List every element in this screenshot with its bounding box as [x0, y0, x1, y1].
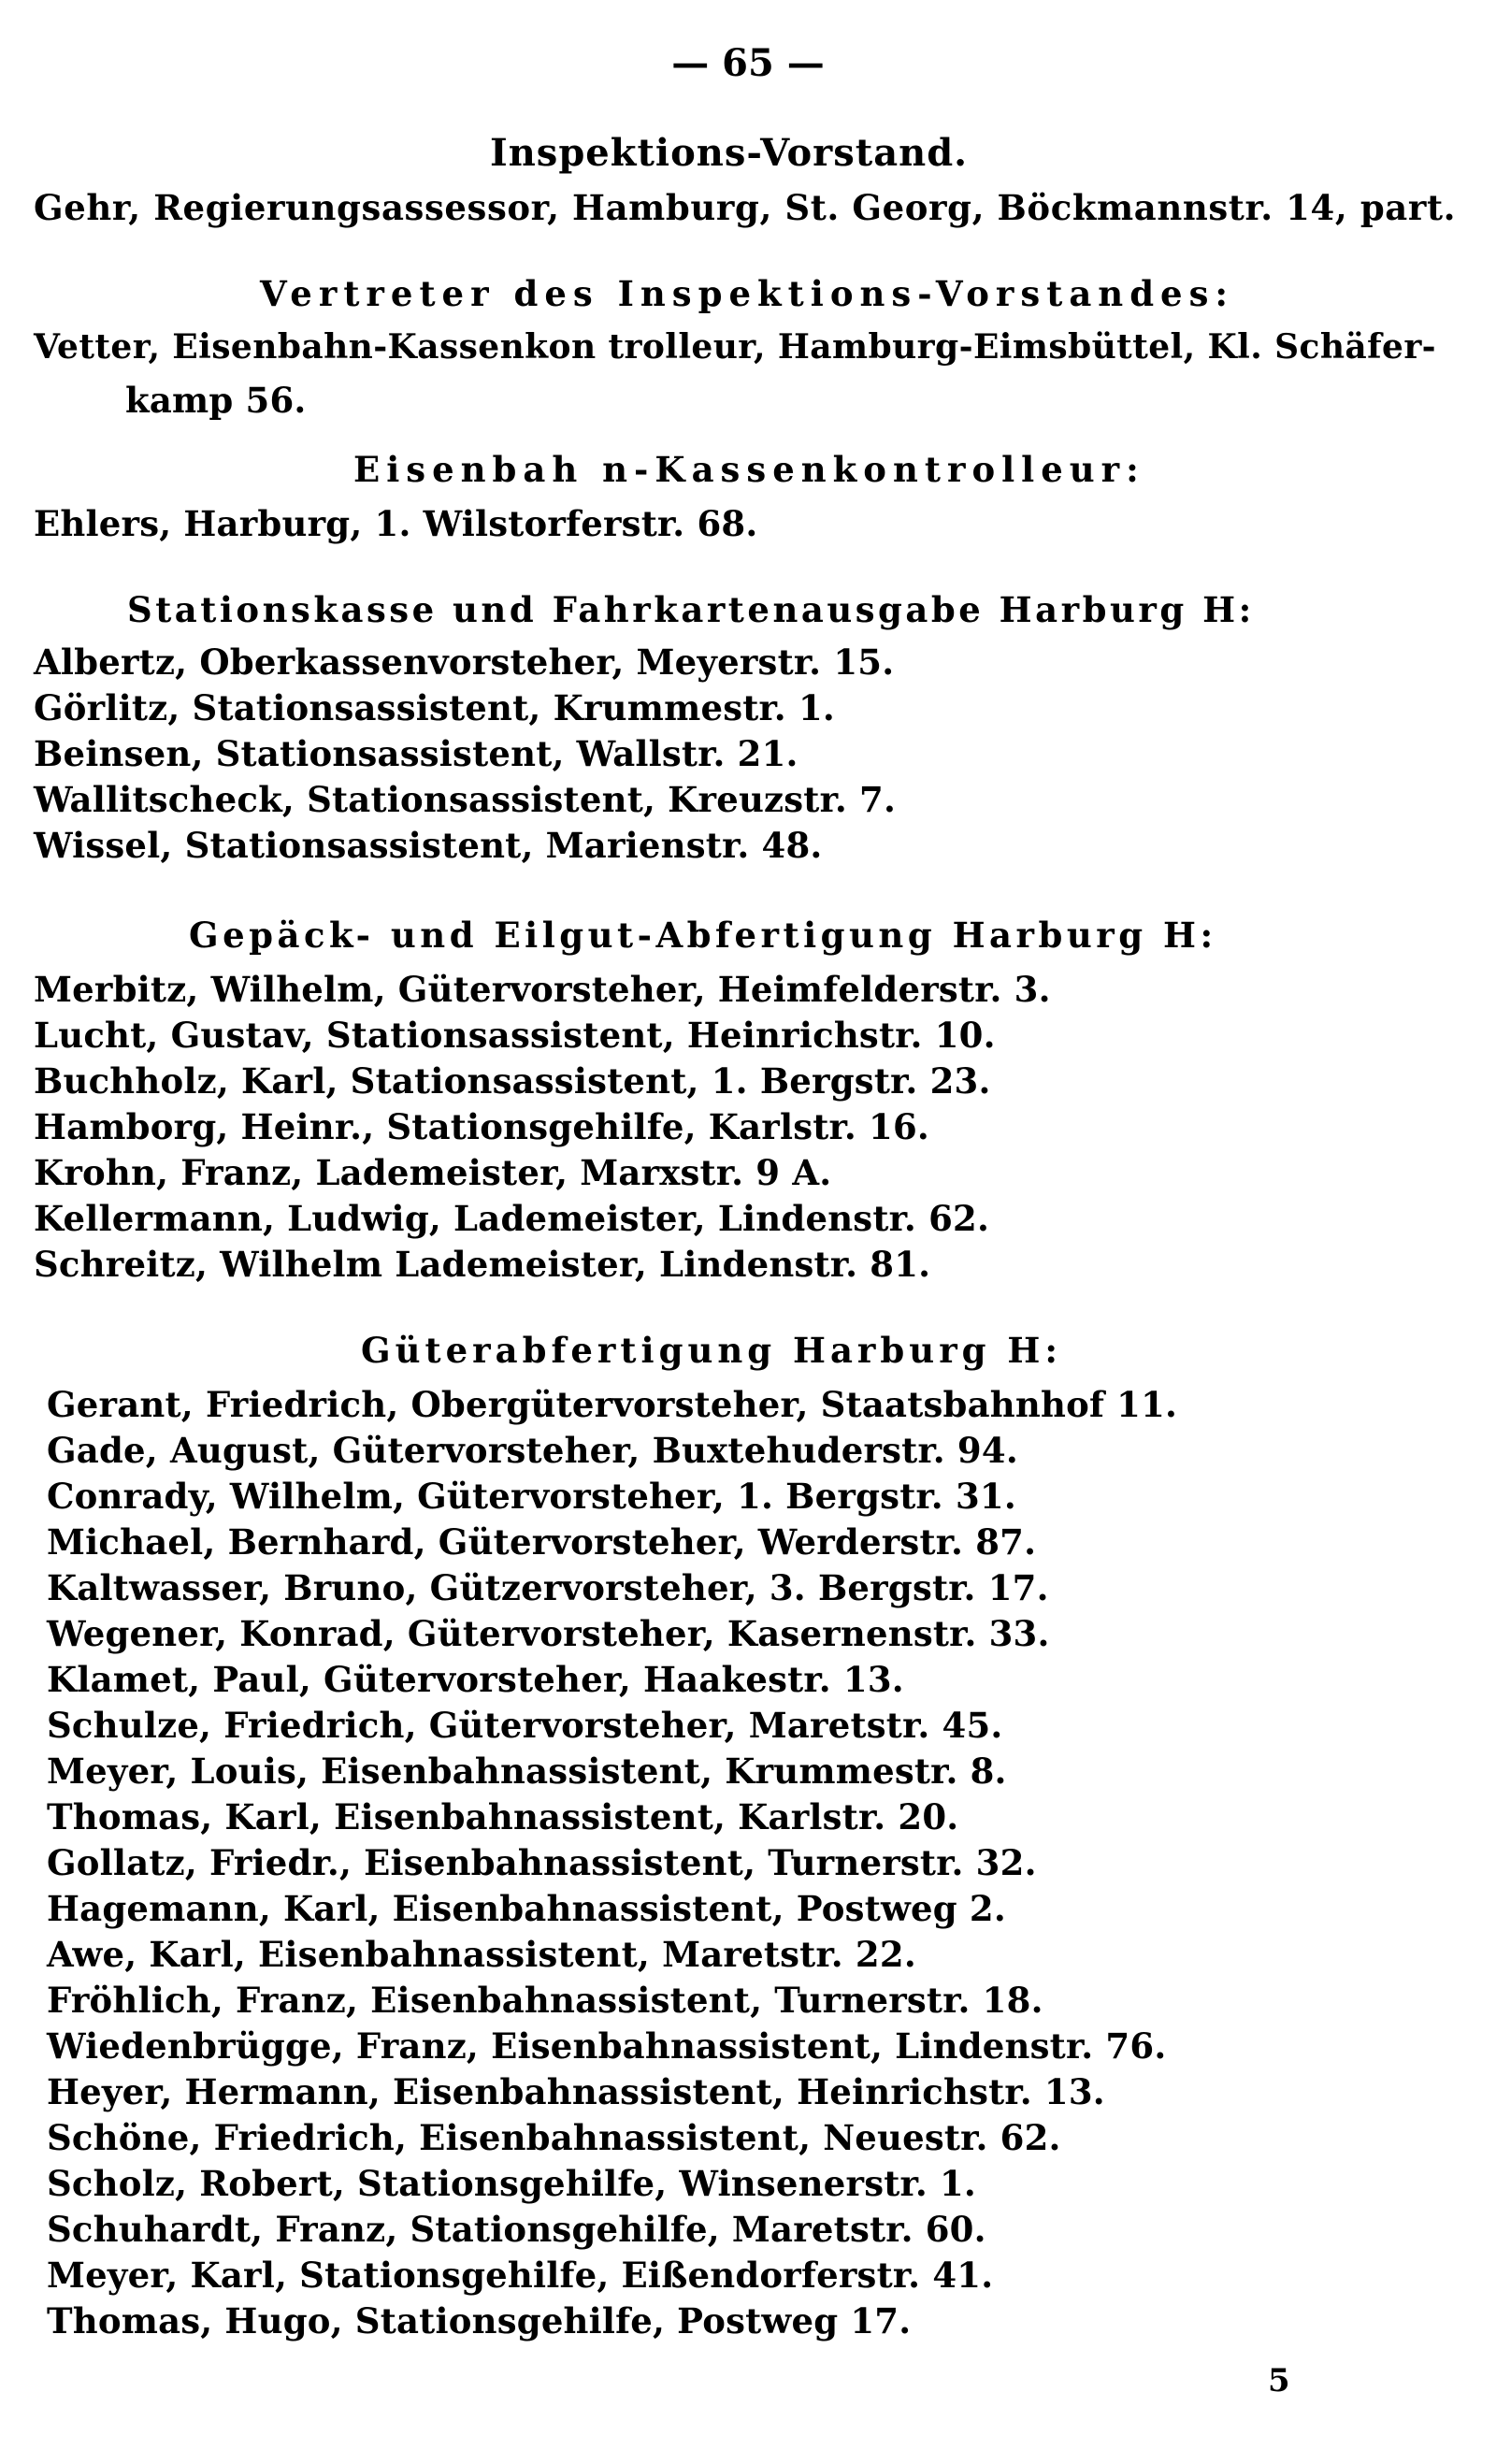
- text-line: Merbitz, Wilhelm, Gütervorsteher, Heimfelderstr. 3.: [34, 969, 1051, 1010]
- text-line: Michael, Bernhard, Gütervorsteher, Werderstr. 87.: [47, 1521, 1037, 1563]
- signature-mark: 5: [1268, 2362, 1290, 2399]
- text-line: Schulze, Friedrich, Gütervorsteher, Maretstr. 45.: [47, 1705, 1003, 1746]
- section-heading-gueterabfertigung: Güterabfertigung Harburg H:: [361, 1330, 1063, 1371]
- section-heading-stationskasse: Stationskasse und Fahrkartenausgabe Harburg H:: [127, 589, 1255, 630]
- text-line: Hamborg, Heinr., Stationsgehilfe, Karlstr. 16.: [34, 1106, 929, 1147]
- text-line: Thomas, Hugo, Stationsgehilfe, Postweg 17.: [47, 2300, 912, 2342]
- text-line: Krohn, Franz, Lademeister, Marxstr. 9 A.: [34, 1152, 832, 1193]
- section-heading-gepaeck: Gepäck- und Eilgut-Abfertigung Harburg H:: [189, 915, 1217, 956]
- text-line: Görlitz, Stationsassistent, Krummestr. 1.: [34, 687, 835, 728]
- text-line: Albertz, Oberkassenvorsteher, Meyerstr. 15.: [34, 641, 895, 683]
- text-line: Buchholz, Karl, Stationsassistent, 1. Bergstr. 23.: [34, 1060, 991, 1102]
- page-number: — 65 —: [671, 41, 825, 85]
- text-line: Scholz, Robert, Stationsgehilfe, Winsenerstr. 1.: [47, 2163, 977, 2204]
- text-line: Gollatz, Friedr., Eisenbahnassistent, Turnerstr. 32.: [47, 1842, 1037, 1883]
- text-line: Lucht, Gustav, Stationsassistent, Heinrichstr. 10.: [34, 1015, 996, 1056]
- text-line: Conrady, Wilhelm, Gütervorsteher, 1. Bergstr. 31.: [47, 1476, 1016, 1517]
- text-line: Schreitz, Wilhelm Lademeister, Lindenstr. 81.: [34, 1244, 931, 1285]
- text-line: Gade, August, Gütervorsteher, Buxtehuderstr. 94.: [47, 1430, 1018, 1471]
- text-line: Klamet, Paul, Gütervorsteher, Haakestr. 13.: [47, 1659, 904, 1700]
- text-line: Schuhardt, Franz, Stationsgehilfe, Maretstr. 60.: [47, 2209, 986, 2250]
- text-line: kamp 56.: [125, 380, 307, 421]
- text-line: Kaltwasser, Bruno, Gützervorsteher, 3. Bergstr. 17.: [47, 1567, 1049, 1608]
- section-heading-kassenkontrolleur: Eisenbah n-Kassenkontrolleur:: [353, 449, 1145, 490]
- section-heading-inspektions-vorstand: Inspektions-Vorstand.: [490, 131, 969, 175]
- text-line: Hagemann, Karl, Eisenbahnassistent, Postweg 2.: [47, 1888, 1006, 1929]
- text-line: Beinsen, Stationsassistent, Wallstr. 21.: [34, 733, 798, 774]
- text-line: Schöne, Friedrich, Eisenbahnassistent, Neuestr. 62.: [47, 2117, 1061, 2158]
- text-line: Wissel, Stationsassistent, Marienstr. 48.: [34, 825, 823, 866]
- text-line: Fröhlich, Franz, Eisenbahnassistent, Turnerstr. 18.: [47, 1980, 1043, 2021]
- text-line: Thomas, Karl, Eisenbahnassistent, Karlstr. 20.: [47, 1796, 959, 1837]
- text-line: Vetter, Eisenbahn-Kassenkon trolleur, Hamburg-Eimsbüttel, Kl. Schäfer-: [34, 327, 1437, 367]
- text-line: Meyer, Louis, Eisenbahnassistent, Krummestr. 8.: [47, 1751, 1007, 1792]
- text-line: Wiedenbrügge, Franz, Eisenbahnassistent, Lindenstr. 76.: [47, 2025, 1167, 2067]
- text-line: Wallitscheck, Stationsassistent, Kreuzstr. 7.: [34, 779, 897, 820]
- text-line: Kellermann, Ludwig, Lademeister, Lindenstr. 62.: [34, 1198, 990, 1239]
- text-line: Meyer, Karl, Stationsgehilfe, Eißendorferstr. 41.: [47, 2255, 994, 2296]
- text-line: Wegener, Konrad, Gütervorsteher, Kasernenstr. 33.: [47, 1613, 1050, 1654]
- text-line: Ehlers, Harburg, 1. Wilstorferstr. 68.: [34, 503, 758, 544]
- section-heading-vertreter: Vertreter des Inspektions-Vorstandes:: [260, 273, 1235, 314]
- text-line: Heyer, Hermann, Eisenbahnassistent, Heinrichstr. 13.: [47, 2071, 1105, 2112]
- text-line: Awe, Karl, Eisenbahnassistent, Maretstr. 22.: [47, 1934, 916, 1975]
- text-line: Gerant, Friedrich, Obergütervorsteher, Staatsbahnhof 11.: [47, 1384, 1178, 1425]
- text-line: Gehr, Regierungsassessor, Hamburg, St. Georg, Böckmannstr. 14, part.: [34, 187, 1457, 228]
